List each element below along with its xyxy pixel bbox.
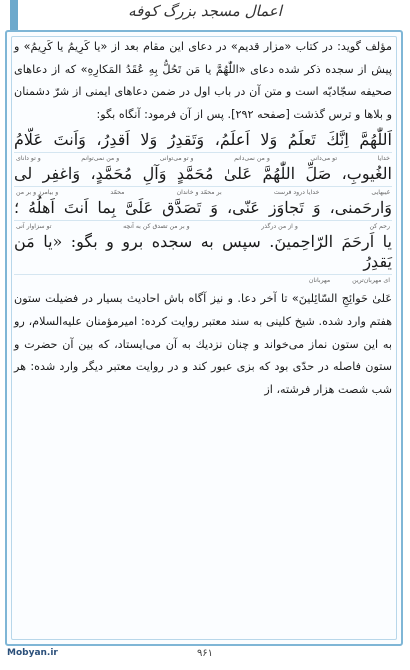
translation-line (14, 187, 392, 198)
translation-word: و من نمی‌دانم (234, 155, 270, 163)
page-number: ۹۶۱ (196, 648, 214, 659)
translation-word: خدایا (377, 155, 390, 163)
translation-word: و بر من تصدق کن به آنچه (123, 223, 190, 231)
page-body (14, 36, 392, 401)
supplication-line (14, 130, 392, 164)
supplication-block (14, 130, 392, 286)
translation-word: و بیامرز و بر من (16, 189, 59, 197)
translation-word: و تو می‌توانی (159, 155, 194, 163)
supplication-line (14, 198, 392, 232)
translation-word: مهربانان (308, 277, 331, 285)
translation-word: و از من درگذر (261, 223, 298, 231)
arabic-line: اَللّٰهُمَّ اِنَّكَ تَعلَمُ وَلا اَعلَمُ، وَتَقدِرُ وَلا اَقدِرُ، وَاَنتَ عَلّامُ (14, 130, 392, 153)
site-watermark: Mobyan.ir (7, 648, 58, 658)
translation-word: بر محمّد و خاندان (176, 189, 222, 197)
translation-word: و تو دانای (16, 155, 41, 163)
supplication-line (14, 232, 392, 286)
translation-line (14, 221, 392, 232)
translation-word: محمّد (110, 189, 125, 197)
page-title: اعمال مسجد بزرگ کوفه (128, 2, 282, 20)
translation-word: و من نمی‌توانم (81, 155, 120, 163)
translation-word: تو می‌دانی (310, 155, 338, 163)
paragraph-intro: مؤلف گويد: در كتاب «مزار قديم» در دعاى اين مقام بعد از «يا كَرِيمُ يا كَرِيمُ» و پيش از سجده ذكر شده دعاى «اللّٰهُمَّ يا مَن تَحُلُّ بِهِ عُقَدُ المَكارِهِ» كه از دعاهاى صحيفه سجّاديّه است و متن آن در باب اول در ضمن دعاهاى ايمنى از شرّ دشمنان و بلاها و ترس گذشت [صفحه ۲۹۲]. پس از آن فرمود: آنگاه بگو: (14, 40, 392, 121)
translation-word: تو سزاوار آنی (16, 223, 52, 231)
arabic-line: الغُيوبِ، صَلِّ اللّٰهُمَّ عَلىٰ مُحَمَّدٍ وَآلِ مُحَمَّدٍ، وَاغفِر لى (14, 164, 392, 187)
translation-line (14, 153, 392, 164)
arabic-line: وَارحَمنى، وَ تَجاوَز عَنّى، وَ تَصَدَّق عَلَىَّ بِما اَنتَ اَهلُهُ ؛ (14, 198, 392, 221)
arabic-line: يا اَرحَمَ الرّاحِمينَ. سپس به سجده برو و بگو: «يا مَن يَقدِرُ (14, 232, 392, 275)
translation-word: ای مهربان‌ترین (352, 277, 390, 285)
translation-word: رحم کن (369, 223, 390, 231)
translation-line (14, 275, 392, 286)
translation-word: غیبهایی (371, 189, 390, 197)
supplication-line (14, 164, 392, 198)
paragraph-continuation: عَلىٰ حَوائِجِ السّائِلينَ» تا آخر دعا. و نيز آگاه باش احاديث بسيار در فضيلت ستون هفتم وارد شده. شيخ كلينى به سند معتبر روايت كرده: اميرمؤمنان عليه‌السلام، رو به اين ستون نماز مى‌خواند و چنان نزديك به آن مى‌ايستاد، كه بين آن حضرت و ستون فاصله در حدّى بود كه بزى عبور كند و در روايت معتبر ديگر وارد شده: هر شب شصت هزار فرشته، از (14, 292, 392, 396)
translation-word: خدایا درود فرست (273, 189, 320, 197)
